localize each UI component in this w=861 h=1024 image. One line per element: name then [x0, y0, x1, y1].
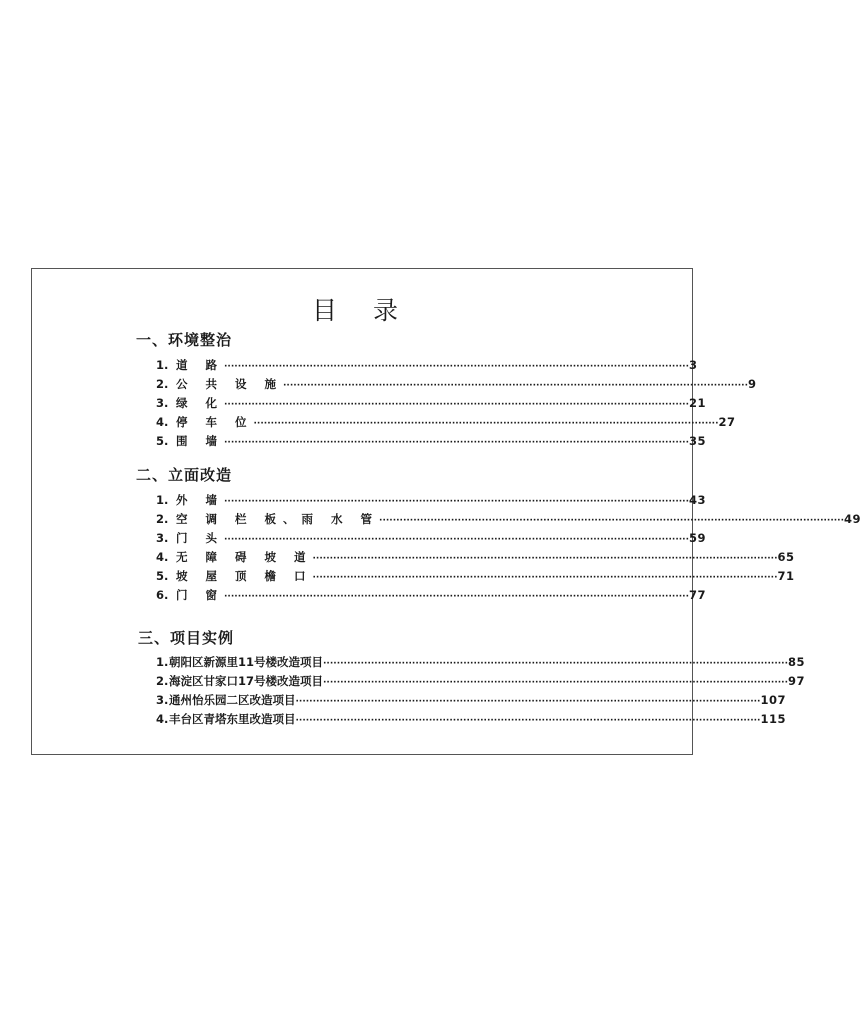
entry-page: 3 [689, 358, 698, 372]
dot-leader: ········································································································································ [295, 697, 761, 707]
entry-label: 无 障 碍 坡 道 [176, 550, 313, 564]
toc-entry[interactable] [156, 711, 786, 727]
entry-number: 5. [156, 569, 169, 583]
entry-number: 5. [156, 434, 169, 448]
toc-entry[interactable] [156, 376, 757, 392]
entry-label: 空 调 栏 板、雨 水 管 [176, 512, 380, 526]
section-heading-facade: 二、立面改造 [136, 466, 233, 484]
entry-label: 道 路 [176, 358, 225, 372]
toc-entry[interactable] [156, 654, 806, 670]
toc-entry[interactable] [156, 492, 707, 508]
entry-page: 9 [748, 377, 757, 391]
entry-number: 3. [156, 693, 169, 707]
entry-label: 围 墙 [176, 434, 225, 448]
entry-label: 绿 化 [176, 396, 225, 410]
dot-leader: ········································································································································ [379, 516, 845, 526]
toc-entry[interactable] [156, 692, 786, 708]
entry-number: 1. [156, 493, 169, 507]
entry-page: 97 [788, 674, 806, 688]
entry-number: 4. [156, 712, 169, 726]
entry-page: 49 [844, 512, 861, 526]
toc-entry[interactable] [156, 673, 806, 689]
toc-entry[interactable] [156, 587, 707, 603]
dot-leader: ········································································································································ [253, 419, 719, 429]
dot-leader: ········································································································································ [224, 400, 689, 410]
dot-leader: ········································································································································ [224, 592, 689, 602]
entry-label: 门 头 [176, 531, 225, 545]
entry-number: 1. [156, 655, 169, 669]
toc-entry[interactable] [156, 414, 736, 430]
toc-entry[interactable] [156, 530, 707, 546]
dot-leader: ········································································································································ [323, 659, 788, 669]
entry-label: 公 共 设 施 [176, 377, 284, 391]
toc-entry[interactable] [156, 395, 707, 411]
entry-number: 2. [156, 512, 169, 526]
section-heading-environment: 一、环境整治 [136, 331, 233, 349]
dot-leader: ········································································································································ [312, 554, 778, 564]
entry-label: 外 墙 [176, 493, 225, 507]
toc-entry[interactable] [156, 568, 795, 584]
entry-label: 通州怡乐园二区改造项目 [169, 693, 296, 707]
entry-label: 门 窗 [176, 588, 225, 602]
dot-leader: ········································································································································ [283, 381, 748, 391]
toc-entry[interactable] [156, 433, 707, 449]
entry-label: 坡 屋 顶 檐 口 [176, 569, 313, 583]
entry-label: 朝阳区新源里11号楼改造项目 [169, 655, 324, 669]
entry-label: 丰台区青塔东里改造项目 [169, 712, 296, 726]
page-title: 目 录 [312, 296, 412, 325]
dot-leader: ········································································································································ [224, 497, 689, 507]
dot-leader: ········································································································································ [295, 716, 761, 726]
entry-number: 6. [156, 588, 169, 602]
dot-leader: ········································································································································ [323, 678, 788, 688]
dot-leader: ········································································································································ [224, 438, 689, 448]
entry-label: 停 车 位 [176, 415, 254, 429]
entry-page: 85 [788, 655, 806, 669]
entry-page: 65 [777, 550, 795, 564]
entry-number: 2. [156, 674, 169, 688]
entry-number: 2. [156, 377, 169, 391]
entry-page: 107 [760, 693, 786, 707]
dot-leader: ········································································································································ [312, 573, 778, 583]
toc-entry[interactable] [156, 511, 861, 527]
entry-page: 35 [689, 434, 707, 448]
entry-page: 115 [760, 712, 786, 726]
table-of-contents [31, 268, 861, 755]
toc-entry[interactable] [156, 549, 795, 565]
entry-number: 3. [156, 396, 169, 410]
entry-page: 59 [689, 531, 707, 545]
entry-page: 27 [718, 415, 736, 429]
entry-page: 43 [689, 493, 707, 507]
entry-number: 1. [156, 358, 169, 372]
section-heading-case-studies: 三、项目实例 [138, 629, 235, 647]
entry-number: 3. [156, 531, 169, 545]
entry-page: 21 [689, 396, 707, 410]
entry-label: 海淀区甘家口17号楼改造项目 [169, 674, 324, 688]
dot-leader: ········································································································································ [224, 362, 689, 372]
entry-page: 71 [777, 569, 795, 583]
entry-number: 4. [156, 415, 169, 429]
entry-page: 77 [689, 588, 707, 602]
toc-entry[interactable] [156, 357, 698, 373]
dot-leader: ········································································································································ [224, 535, 689, 545]
entry-number: 4. [156, 550, 169, 564]
